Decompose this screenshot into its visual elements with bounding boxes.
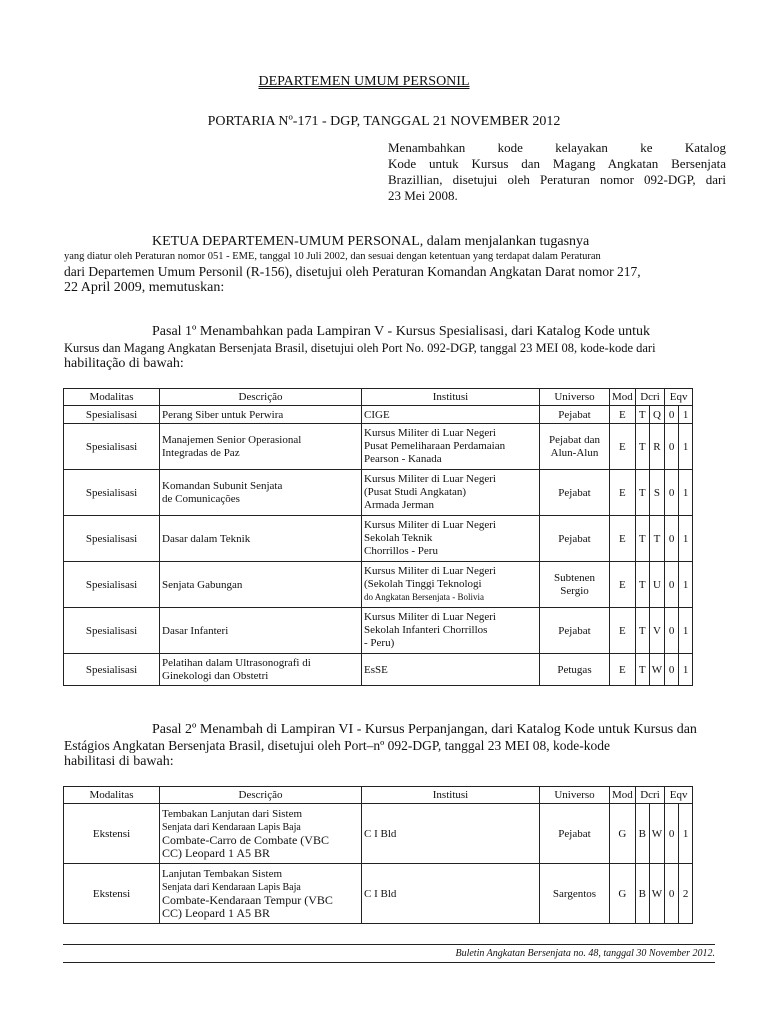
table-row	[64, 470, 693, 516]
table-cell: Senjata Gabungan	[160, 562, 362, 608]
table-cell: EsSE	[362, 654, 540, 686]
table-cell: Pejabat	[540, 470, 610, 516]
col-header: Universo	[540, 389, 610, 406]
table-cell: S	[649, 470, 664, 516]
col-header: Modalitas	[64, 389, 160, 406]
table-row	[64, 804, 693, 864]
table-cell: E	[610, 608, 636, 654]
table-cell: Sargentos	[540, 864, 610, 924]
cell-line: Senjata dari Kendaraan Lapis Baja	[162, 821, 301, 833]
footer-citation: Buletin Angkatan Bersenjata no. 48, tanggal 30 November 2012.	[455, 948, 715, 959]
table-cell	[540, 562, 610, 608]
cell-line: Kursus Militer di Luar Negeri	[364, 565, 496, 577]
cell-line: Komandan Subunit Senjata	[162, 479, 283, 492]
col-header: Eqv	[665, 389, 693, 406]
table-cell	[160, 470, 362, 516]
cell-line: Manajemen Senior Operasional	[162, 433, 302, 446]
table-cell: 0	[665, 470, 679, 516]
cell-line: Senjata dari Kendaraan Lapis Baja	[162, 881, 301, 893]
table-cell: E	[610, 424, 636, 470]
table-cell: C I Bld	[362, 804, 540, 864]
cell-line: Integradas de Paz	[162, 446, 240, 459]
table-cell: W	[649, 864, 664, 924]
table-cell	[160, 864, 362, 924]
cell-line: Ginekologi dan Obstetri	[162, 669, 269, 682]
table-cell: 0	[665, 424, 679, 470]
table-cell: Spesialisasi	[64, 608, 160, 654]
pasal-1-line: habilitação di bawah:	[64, 356, 184, 371]
table-cell: E	[610, 516, 636, 562]
table-cell	[160, 424, 362, 470]
table-cell: W	[649, 804, 664, 864]
cell-line: (Sekolah Tinggi Teknologi	[364, 578, 482, 590]
cell-line: Armada Jerman	[364, 499, 434, 511]
table-row	[64, 608, 693, 654]
table-cell: Dasar Infanteri	[160, 608, 362, 654]
table-specialization	[63, 388, 693, 686]
table-cell: W	[649, 654, 664, 686]
table-cell: Pejabat	[540, 516, 610, 562]
cell-line: Alun-Alun	[550, 446, 599, 459]
table-cell: G	[610, 804, 636, 864]
col-header: Institusi	[362, 389, 540, 406]
table-cell: Dasar dalam Teknik	[160, 516, 362, 562]
col-header: Mod	[610, 389, 636, 406]
col-header: Dcri	[635, 389, 664, 406]
summary-line: Kode untuk Kursus dan Magang Angkatan Bersenjata	[388, 156, 726, 171]
cell-line: Combate-Carro de Combate (VBC	[162, 832, 329, 847]
table-cell: T	[635, 608, 649, 654]
table-cell: 2	[679, 864, 693, 924]
pasal-1	[64, 324, 730, 372]
cell-line: CC) Leopard 1 A5 BR	[162, 905, 270, 920]
col-header: Dcri	[635, 787, 664, 804]
cell-line: Kursus Militer di Luar Negeri	[364, 473, 496, 485]
table-cell: T	[635, 654, 649, 686]
col-header: Descrição	[160, 389, 362, 406]
table-cell	[160, 804, 362, 864]
pasal-2-line: habilitasi di bawah:	[64, 754, 174, 769]
table-cell: T	[635, 470, 649, 516]
table-cell: E	[610, 470, 636, 516]
cell-line: Kursus Militer di Luar Negeri	[364, 519, 496, 531]
table-cell: E	[610, 654, 636, 686]
table-cell	[362, 516, 540, 562]
table-cell: 0	[665, 406, 679, 424]
department-title: DEPARTEMEN UMUM PERSONIL	[258, 74, 470, 89]
table-cell: 0	[665, 516, 679, 562]
table-cell: T	[635, 516, 649, 562]
table-cell: Pejabat	[540, 406, 610, 424]
table-cell	[362, 562, 540, 608]
table-row	[64, 864, 693, 924]
table-cell: 0	[665, 804, 679, 864]
table-cell: T	[635, 424, 649, 470]
table-cell: Ekstensi	[64, 804, 160, 864]
pasal-1-line: Pasal 1º Menambahkan pada Lampiran V - Kursus Spesialisasi, dari Katalog Kode untuk	[152, 324, 650, 339]
pasal-1-line: Kursus dan Magang Angkatan Bersenjata Brasil, disetujui oleh Port No. 092-DGP, tanggal 23 MEI 08, kode-kode dari	[64, 341, 656, 355]
table-cell	[160, 654, 362, 686]
table-cell: 1	[679, 470, 693, 516]
cell-line: Tembakan Lanjutan dari Sistem	[162, 807, 303, 820]
cell-line: Sekolah Teknik	[364, 532, 433, 544]
col-header: Modalitas	[64, 787, 160, 804]
preamble-line: KETUA DEPARTEMEN-UMUM PERSONAL, dalam menjalankan tugasnya	[152, 234, 590, 249]
col-header: Institusi	[362, 787, 540, 804]
table-row	[64, 424, 693, 470]
table-cell: Pejabat	[540, 608, 610, 654]
table-cell: 0	[665, 608, 679, 654]
table-cell: B	[635, 804, 649, 864]
table-row	[64, 562, 693, 608]
pasal-2-line: Estágios Angkatan Bersenjata Brasil, disetujui oleh Port–nº 092-DGP, tanggal 23 MEI 08, kode-kode	[64, 738, 610, 753]
table-row	[64, 516, 693, 562]
table-cell: Ekstensi	[64, 864, 160, 924]
cell-line: - Peru)	[364, 637, 395, 649]
preamble-line: yang diatur oleh Peraturan nomor 051 - EME, tanggal 10 Juli 2002, dan sesuai dengan ketentuan yang terdapat dalam Peraturan	[64, 251, 601, 262]
preamble-line: dari Departemen Umum Personil (R-156), disetujui oleh Peraturan Komandan Angkatan Darat nomor 217,	[64, 264, 641, 279]
cell-line: Pejabat dan	[548, 433, 600, 446]
cell-line: Chorrillos - Peru	[364, 545, 438, 557]
table-cell: V	[649, 608, 664, 654]
cell-line: Kursus Militer di Luar Negeri	[364, 611, 496, 623]
footer-rule-bottom	[63, 962, 715, 963]
summary-block	[388, 140, 726, 204]
table-cell: 1	[679, 654, 693, 686]
cell-line: Combate-Kendaraan Tempur (VBC	[162, 892, 333, 907]
table-cell: 0	[665, 562, 679, 608]
col-header: Universo	[540, 787, 610, 804]
summary-line: Brazillian, disetujui oleh Peraturan nomor 092-DGP, dari	[388, 172, 726, 187]
cell-line: Sekolah Infanteri Chorrillos	[364, 624, 488, 636]
table-cell: 1	[679, 406, 693, 424]
table-cell: Spesialisasi	[64, 516, 160, 562]
table-cell: T	[649, 516, 664, 562]
table-cell: T	[635, 406, 649, 424]
table-cell: C I Bld	[362, 864, 540, 924]
table-cell	[362, 608, 540, 654]
table-cell: B	[635, 864, 649, 924]
table-cell: Spesialisasi	[64, 562, 160, 608]
table-cell: Petugas	[540, 654, 610, 686]
footer-rule-top	[63, 944, 715, 945]
summary-line: 23 Mei 2008.	[388, 188, 458, 203]
table-extension	[63, 786, 693, 924]
table-cell: T	[635, 562, 649, 608]
table-cell: Spesialisasi	[64, 654, 160, 686]
table-cell: 1	[679, 804, 693, 864]
cell-line: de Comunicações	[162, 492, 240, 505]
preamble-line: 22 April 2009, memutuskan:	[64, 280, 225, 295]
cell-line: Subtenen	[554, 571, 595, 584]
table-cell: Spesialisasi	[64, 470, 160, 516]
cell-line: Sergio	[560, 584, 589, 597]
table-cell: R	[649, 424, 664, 470]
table-row	[64, 654, 693, 686]
table-cell: 0	[665, 654, 679, 686]
table-cell: Perang Siber untuk Perwira	[160, 406, 362, 424]
table-cell: 1	[679, 562, 693, 608]
col-header: Descrição	[160, 787, 362, 804]
summary-line: Menambahkan kode kelayakan ke Katalog	[388, 140, 726, 155]
table-cell	[362, 424, 540, 470]
table-cell	[362, 470, 540, 516]
cell-line: Lanjutan Tembakan Sistem	[162, 867, 283, 880]
table-cell: Spesialisasi	[64, 424, 160, 470]
table-cell: Pejabat	[540, 804, 610, 864]
preamble	[64, 234, 730, 296]
table-cell: E	[610, 406, 636, 424]
cell-line: (Pusat Studi Angkatan)	[364, 486, 467, 498]
table-cell: CIGE	[362, 406, 540, 424]
cell-line: Pearson - Kanada	[364, 453, 442, 465]
portaria-title: PORTARIA Nº-171 - DGP, TANGGAL 21 NOVEMBER 2012	[207, 114, 561, 129]
table-cell: 1	[679, 608, 693, 654]
cell-line: CC) Leopard 1 A5 BR	[162, 845, 270, 860]
table-cell: E	[610, 562, 636, 608]
cell-line: Pelatihan dalam Ultrasonografi di	[162, 656, 311, 669]
table-cell: G	[610, 864, 636, 924]
table-row	[64, 406, 693, 424]
table-cell: Spesialisasi	[64, 406, 160, 424]
table-cell: 1	[679, 424, 693, 470]
cell-line: Kursus Militer di Luar Negeri	[364, 427, 496, 439]
table-cell: 1	[679, 516, 693, 562]
pasal-2-line: Pasal 2º Menambah di Lampiran VI - Kursus Perpanjangan, dari Katalog Kode untuk Kursus dan	[152, 722, 697, 737]
table-cell	[540, 424, 610, 470]
table-cell: 0	[665, 864, 679, 924]
table-cell: Q	[649, 406, 664, 424]
cell-line: do Angkatan Bersenjata - Bolivia	[364, 592, 484, 602]
col-header: Mod	[610, 787, 636, 804]
table-cell: U	[649, 562, 664, 608]
pasal-2	[64, 722, 730, 770]
cell-line: Pusat Pemeliharaan Perdamaian	[364, 440, 506, 452]
col-header: Eqv	[665, 787, 693, 804]
